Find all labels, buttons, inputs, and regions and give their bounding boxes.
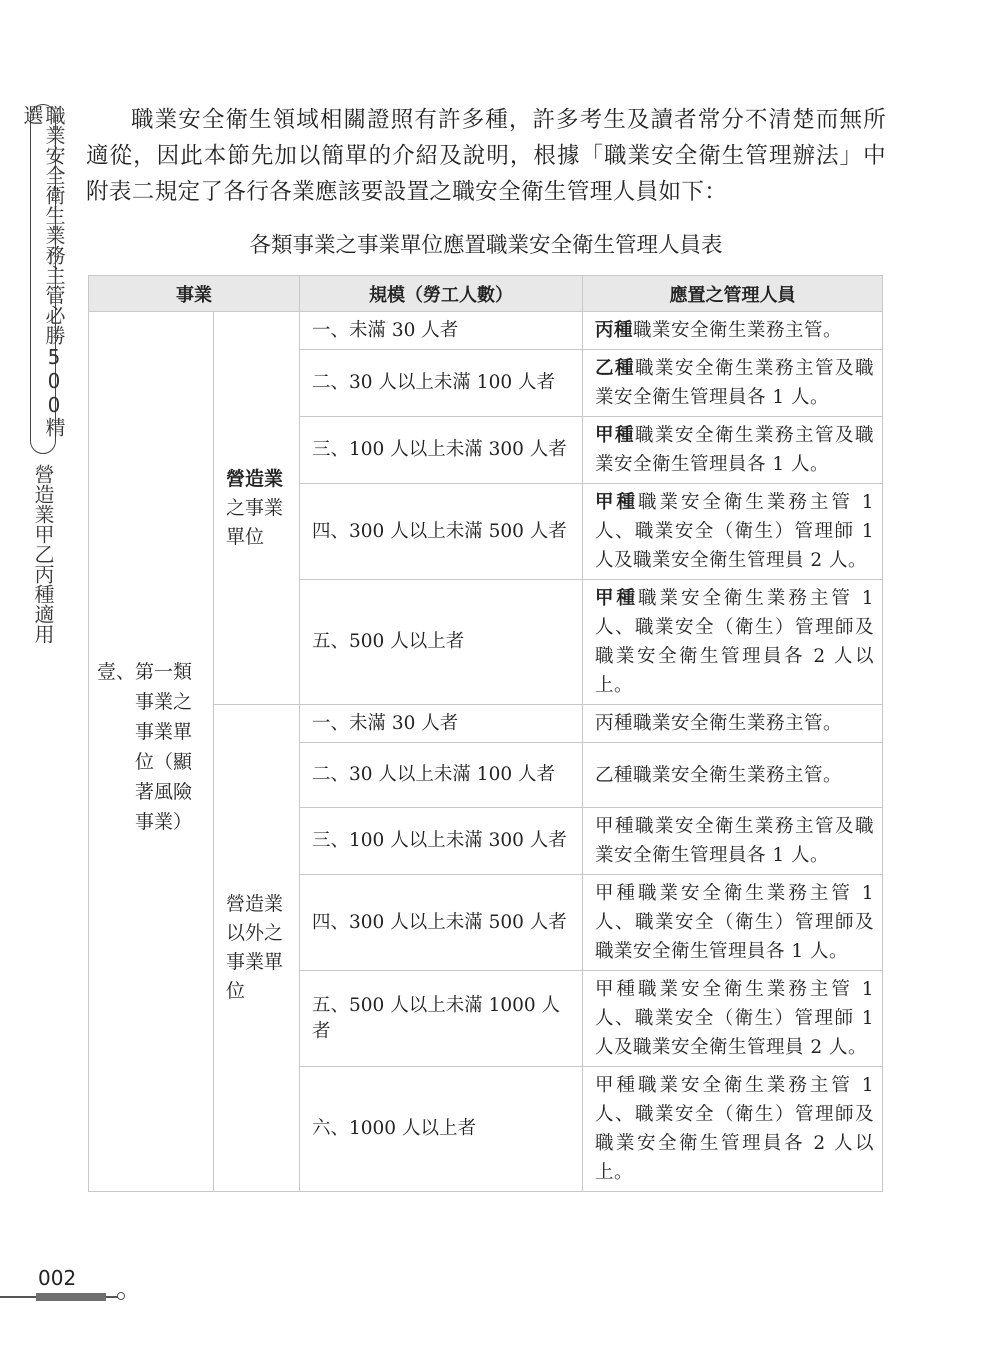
manager-cell (583, 417, 883, 484)
table-row (89, 312, 883, 350)
group-non-construction (214, 705, 300, 1192)
header-scale: 規模（勞工人數） (300, 276, 583, 312)
scale-cell: 一、未滿 30 人者 (300, 312, 583, 350)
manager-cell (583, 350, 883, 417)
scale-cell: 六、1000 人以上者 (300, 1067, 583, 1192)
manager-cell: 甲種職業安全衛生業務主管及職業安全衛生管理員各 1 人。 (583, 808, 883, 875)
side-tab-subtitle-wrap (32, 464, 54, 644)
scale-cell: 四、300 人以上未滿 500 人者 (300, 875, 583, 971)
manager-cell: 甲種職業安全衛生業務主管 1 人、職業安全（衛生）管理師 1 人及職業安全衛生管理員 2 人。 (583, 971, 883, 1067)
manager-class: 丙種 (595, 320, 634, 341)
book-subtitle: 營造業甲乙丙種適用 (31, 464, 55, 644)
scale-cell: 三、100 人以上未滿 300 人者 (300, 808, 583, 875)
scale-cell: 二、30 人以上未滿 100 人者 (300, 743, 583, 808)
table-title: 各類事業之事業單位應置職業安全衛生管理人員表 (249, 233, 723, 258)
manager-requirements-table (88, 275, 883, 1192)
manager-text: 職業安全衛生業務主管及職業安全衛生管理員各 1 人。 (595, 425, 874, 475)
manager-class: 甲種 (595, 588, 638, 609)
manager-class: 甲種 (595, 425, 635, 446)
manager-cell: 乙種職業安全衛生業務主管。 (583, 743, 883, 808)
manager-text: 職業安全衛生業務主管 1 人、職業安全（衛生）管理師 1 人及職業安全衛生管理員 2 人。 (595, 492, 874, 571)
group-name-rest: 之事業單位 (226, 496, 284, 548)
manager-cell: 丙種職業安全衛生業務主管。 (583, 705, 883, 743)
header-managers: 應置之管理人員 (583, 276, 883, 312)
group-construction (214, 312, 300, 705)
header-business: 事業 (89, 276, 300, 312)
scale-cell: 三、100 人以上未滿 300 人者 (300, 417, 583, 484)
group-name-bold: 營造業 (226, 467, 284, 490)
manager-text: 職業安全衛生業務主管。 (633, 320, 843, 341)
manager-class: 乙種 (595, 358, 635, 379)
manager-cell: 甲種職業安全衛生業務主管 1 人、職業安全（衛生）管理師及職業安全衛生管理員各 1 人。 (583, 875, 883, 971)
scale-cell: 五、500 人以上者 (300, 580, 583, 705)
scale-cell: 二、30 人以上未滿 100 人者 (300, 350, 583, 417)
group-name-rest: 營造業以外之事業單位 (226, 893, 284, 1002)
intro-paragraph: 職業安全衛生領域相關證照有許多種，許多考生及讀者常分不清楚而無所適從，因此本節先加以簡單的介紹及說明，根據「職業安全衛生管理辦法」中附表二規定了各行各業應該要設置之職安全衛生管理人員如下： (86, 107, 886, 205)
scale-cell: 一、未滿 30 人者 (300, 705, 583, 743)
category-cell (89, 312, 214, 1192)
page-marker-bar (36, 1293, 106, 1301)
side-tab-book-title (20, 104, 66, 454)
page-marker-dot (117, 1292, 125, 1300)
category-prefix: 壹、 (97, 661, 136, 683)
intro-section (86, 102, 886, 210)
manager-cell: 甲種職業安全衛生業務主管 1 人、職業安全（衛生）管理師及職業安全衛生管理員各 2 人以上。 (583, 1067, 883, 1192)
scale-cell: 五、500 人以上未滿 1000 人者 (300, 971, 583, 1067)
book-title: 職業安全衛生業務主管必勝500精選 (20, 105, 66, 437)
table-header-row (89, 276, 883, 312)
page-number: 002 (38, 1266, 77, 1290)
manager-text: 職業安全衛生業務主管及職業安全衛生管理員各 1 人。 (595, 358, 874, 408)
manager-cell (583, 484, 883, 580)
manager-cell (583, 580, 883, 705)
category-text: 第一類事業之事業單位（顯著風險事業） (135, 661, 193, 833)
manager-text: 職業安全衛生業務主管 1 人、職業安全（衛生）管理師及職業安全衛生管理員各 2 人以上。 (595, 588, 874, 696)
scale-cell: 四、300 人以上未滿 500 人者 (300, 484, 583, 580)
manager-cell (583, 312, 883, 350)
page-marker-line (0, 1296, 36, 1298)
manager-class: 甲種 (595, 492, 638, 513)
